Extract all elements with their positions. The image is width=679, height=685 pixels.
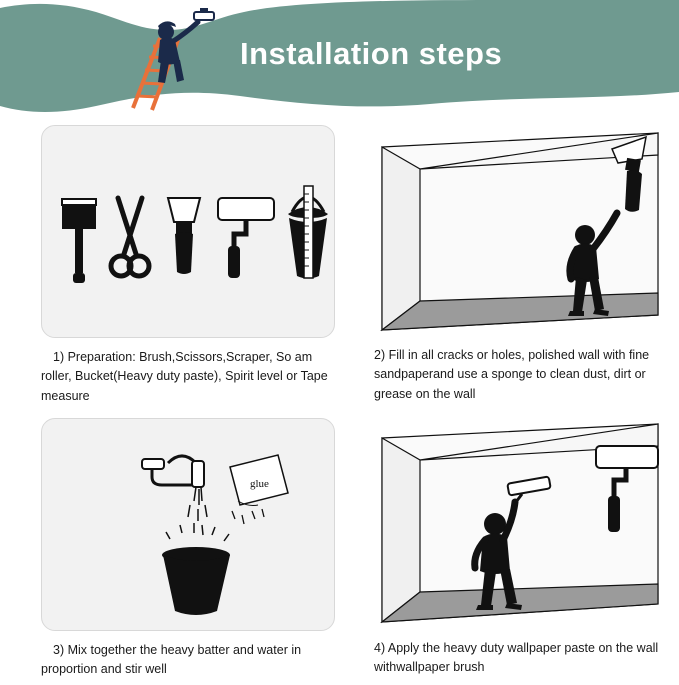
step-4-caption: 4) Apply the heavy duty wallpaper paste on the wall withwallpaper brush [374,641,659,675]
spirit-level-icon [304,186,313,278]
step-1 [41,125,335,406]
glue-label: glue [250,478,269,490]
step-4 [374,418,668,678]
paint-roller-icon [218,198,274,278]
brush-icon [62,199,96,283]
scissors-icon [111,198,149,276]
steps-grid [0,118,679,685]
step-1-illustration [41,125,335,338]
header-banner [0,0,679,118]
faucet-icon [142,456,207,535]
step-2-illustration [374,125,666,336]
step-1-caption: 1) Preparation: Brush,Scissors,Scraper, So am roller, Bucket(Heavy duty paste), Spirit level or Tape measure [41,350,328,403]
scraper-icon [168,198,200,274]
bucket-icon [162,547,230,615]
step-3-illustration [41,418,335,631]
splash-icon [166,525,229,541]
step-3-caption: 3) Mix together the heavy batter and water in proportion and stir well [41,643,302,677]
page-title: Installation steps [240,36,503,71]
step-2-caption: 2) Fill in all cracks or holes, polished wall with fine sandpaperand use a sponge to clean dust, dirt or grease on the wall [374,348,650,401]
glue-packet-icon [230,455,288,524]
step-2 [374,125,668,404]
step-4-illustration [374,418,666,629]
step-3 [41,418,335,680]
